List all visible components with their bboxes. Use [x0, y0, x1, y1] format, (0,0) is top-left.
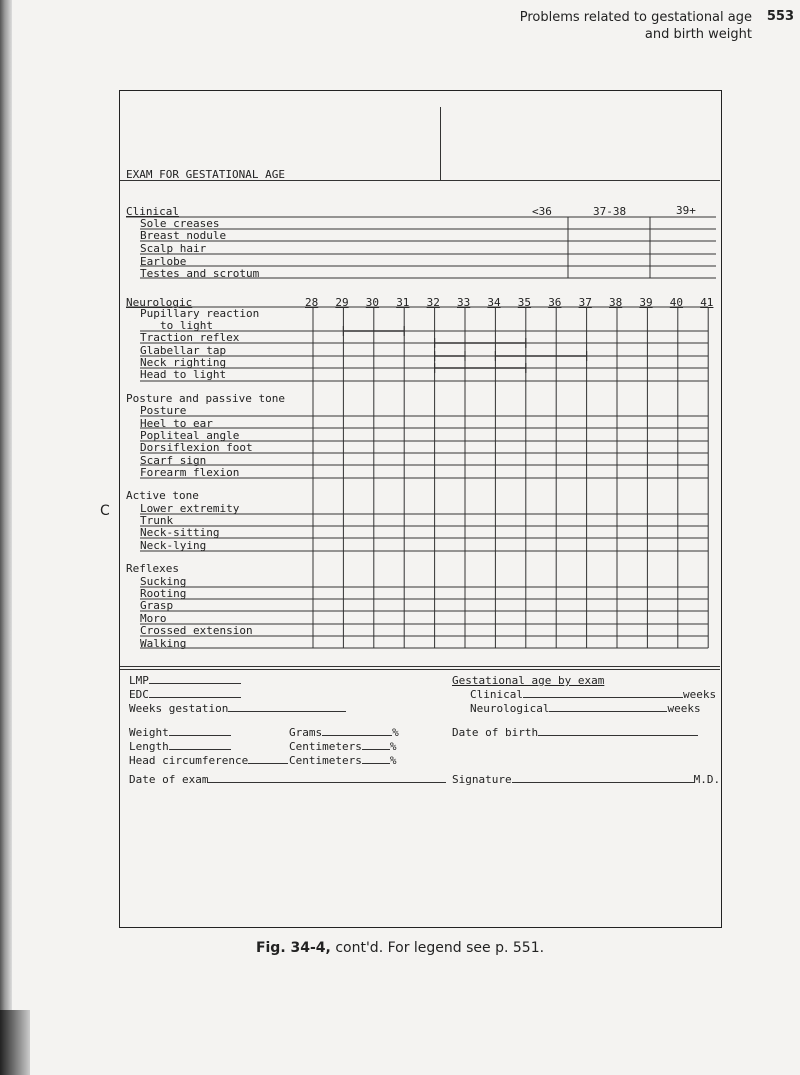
lmp-label: LMP: [129, 674, 149, 687]
week-label: 35: [517, 296, 532, 309]
weeks-gestation-field[interactable]: [129, 703, 346, 715]
running-header-line2: and birth weight: [644, 27, 752, 42]
posture-item-label: Forearm flexion: [140, 466, 240, 479]
week-label: 34: [487, 296, 501, 309]
reflex-item-label: Rooting: [140, 587, 187, 600]
posture-item-label: Scarf sign: [140, 454, 207, 467]
active-tone-item-label: Neck-lying: [140, 539, 207, 552]
week-label: 31: [396, 296, 410, 309]
caption-text: cont'd. For legend see p. 551.: [335, 940, 545, 956]
clinical-weeks-label: Clinical: [470, 688, 523, 701]
head-circumference-label: Head circumference: [129, 754, 249, 767]
clinical-col-39plus: 39+: [676, 204, 696, 217]
footer-rule-1: [120, 666, 720, 667]
grams-label: Grams: [289, 726, 323, 739]
grams-field[interactable]: [289, 727, 399, 739]
date-of-exam-field[interactable]: [129, 774, 446, 786]
clinical-item-label: Earlobe: [140, 255, 187, 268]
clinical-item-label: Testes and scrotum: [140, 267, 260, 280]
clinical-weeks-unit: weeks: [682, 688, 717, 701]
book-binding-corner: [0, 1010, 30, 1075]
posture-item-label: Popliteal angle: [140, 429, 240, 442]
running-header: [520, 9, 752, 43]
grams-pct: %: [392, 726, 399, 739]
posture-heading: Posture and passive tone: [126, 392, 285, 405]
length-field[interactable]: [129, 741, 231, 753]
neurologic-item-label: Glabellar tap: [140, 344, 227, 357]
reflex-item-label: Walking: [140, 637, 187, 650]
neurologic-item-label: Neck righting: [140, 356, 227, 369]
running-header-line1: Problems related to gestational age: [519, 10, 752, 25]
weight-field[interactable]: [129, 727, 231, 739]
date-of-birth-label: Date of birth: [452, 726, 539, 739]
clinical-weeks-field[interactable]: [470, 689, 716, 701]
active-tone-item-label: Neck-sitting: [140, 526, 220, 539]
week-label: 37: [578, 296, 592, 309]
active-tone-item-label: Lower extremity: [140, 502, 240, 515]
head-circumference-field[interactable]: [129, 755, 288, 767]
clinical-col-37-38: 37-38: [593, 205, 627, 218]
active-tone-item-label: Trunk: [140, 514, 174, 527]
neurologic-heading: Neurologic: [126, 296, 193, 309]
centimeters-pct-1: %: [389, 740, 397, 753]
clinical-item-label: Sole creases: [140, 217, 220, 230]
week-label: 41: [700, 296, 714, 309]
reflex-item-label: Sucking: [140, 575, 187, 588]
weeks-gestation-label: Weeks gestation: [129, 702, 229, 715]
book-binding-shadow: [0, 0, 12, 1075]
signature-label: Signature: [452, 773, 512, 786]
edc-label: EDC: [129, 688, 149, 701]
week-label: 38: [609, 296, 623, 309]
reflex-item-label: Crossed extension: [140, 624, 253, 637]
signature-field[interactable]: [452, 774, 720, 786]
clinical-col-lt36: <36: [532, 205, 552, 218]
md-label: M.D.: [693, 773, 721, 786]
weight-label: Weight: [129, 726, 169, 739]
centimeters-field-1[interactable]: [289, 741, 396, 753]
centimeters-label-1: Centimeters: [289, 740, 362, 753]
figure-caption: [0, 940, 800, 956]
exam-grid: [120, 91, 720, 931]
edc-field[interactable]: [129, 689, 241, 701]
clinical-item-label: Breast nodule: [140, 229, 227, 242]
neurologic-item-label: Head to light: [140, 368, 227, 381]
centimeters-label-2: Centimeters: [289, 754, 362, 767]
neurological-weeks-unit: weeks: [667, 702, 701, 715]
week-label: 30: [365, 296, 380, 309]
week-label: 36: [548, 296, 562, 309]
date-of-birth-field[interactable]: [452, 727, 698, 739]
centimeters-field-2[interactable]: [289, 755, 396, 767]
panel-letter: C: [100, 503, 110, 519]
reflexes-heading: Reflexes: [126, 562, 179, 575]
week-label: 29: [335, 296, 349, 309]
ga-by-exam-heading: Gestational age by exam: [452, 674, 605, 687]
week-label: 33: [457, 296, 471, 309]
reflex-item-label: Moro: [140, 612, 167, 625]
gestational-age-exam-form: [119, 90, 722, 928]
form-title: EXAM FOR GESTATIONAL AGE: [126, 168, 285, 181]
posture-item-label: Posture: [140, 404, 187, 417]
neurologic-item-label: to light: [160, 319, 213, 332]
posture-item-label: Dorsiflexion foot: [140, 441, 253, 454]
week-label: 40: [669, 296, 684, 309]
lmp-field[interactable]: [129, 675, 241, 687]
posture-item-label: Heel to ear: [140, 417, 213, 430]
footer-rule-2: [120, 669, 720, 670]
active-tone-heading: Active tone: [126, 489, 199, 502]
week-label: 28: [305, 296, 319, 309]
clinical-heading: Clinical: [126, 205, 179, 218]
neurologic-item-label: Pupillary reaction: [140, 307, 260, 320]
centimeters-pct-2: %: [389, 754, 397, 767]
reflex-item-label: Grasp: [140, 599, 174, 612]
neurologic-item-label: Traction reflex: [140, 331, 240, 344]
neurological-weeks-label: Neurological: [470, 702, 550, 715]
week-label: 32: [426, 296, 440, 309]
date-of-exam-label: Date of exam: [129, 773, 209, 786]
caption-label: Fig. 34-4,: [255, 940, 331, 956]
week-label: 39: [639, 296, 653, 309]
length-label: Length: [129, 740, 169, 753]
page-number: 553: [766, 9, 794, 24]
neurological-weeks-field[interactable]: [470, 703, 701, 715]
clinical-item-label: Scalp hair: [140, 242, 207, 255]
